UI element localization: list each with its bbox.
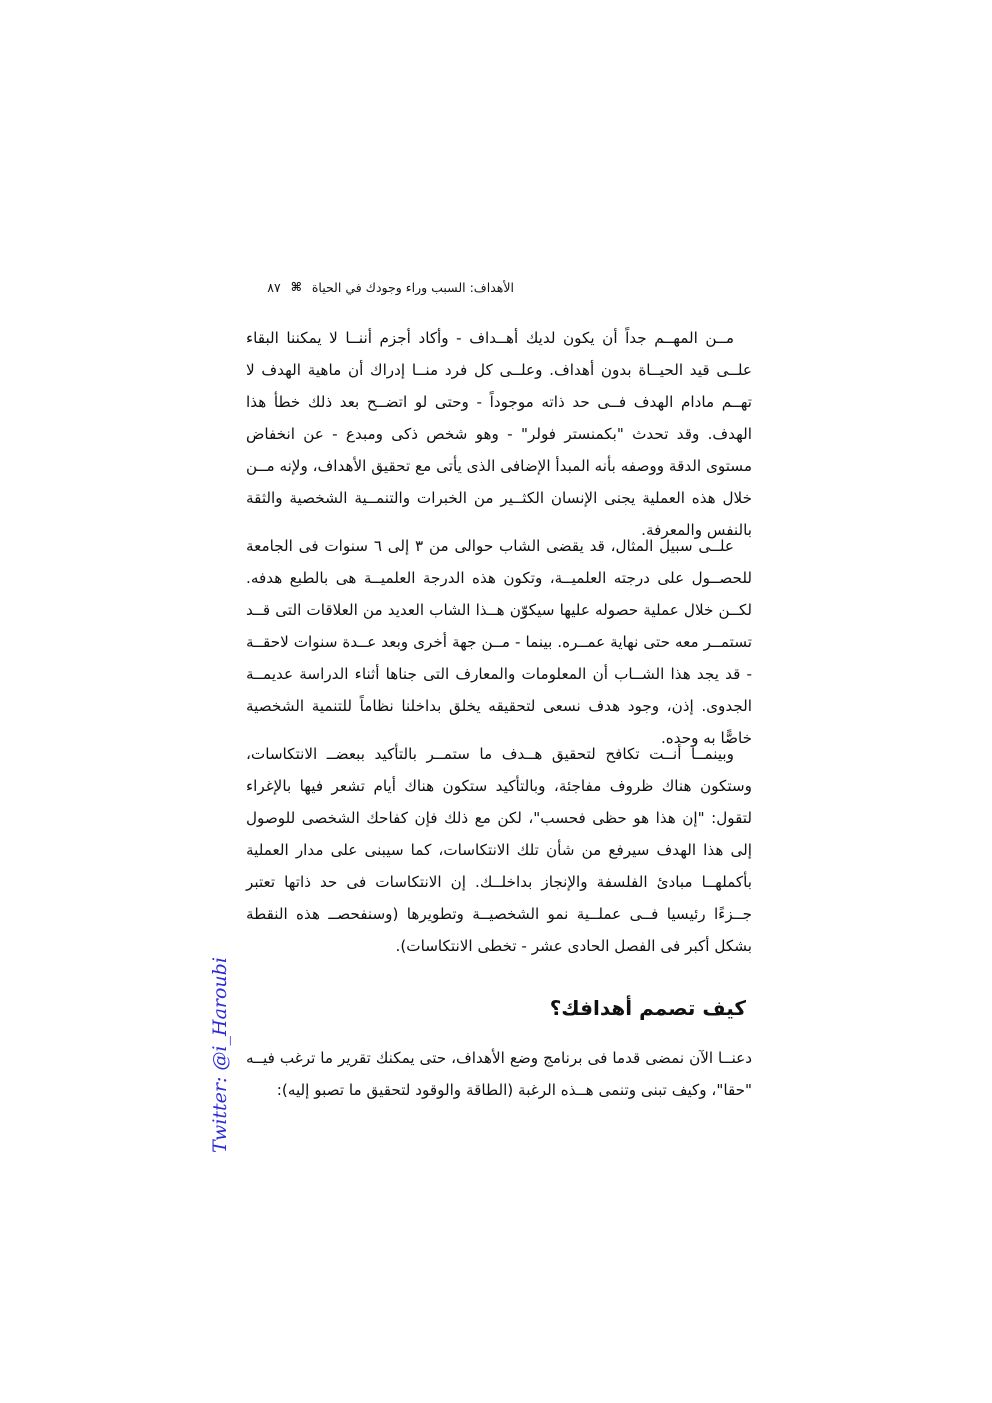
body-paragraph: مــن المهــم جداً أن يكون لديك أهــداف - وأكاد أجزم أننــا لا يمكننا البقاء علــى قيد الحيــاة بدون أهداف. وعلــى كل فرد منــا إدراك أن ماهية الهدف لا تهــم مادام الهدف فــى حد ذاته موجوداً - وحتى لو اتضــح بعد ذلك خطأ هذا الهدف. وقد تحدث "بكمنستر فولر" - وهو شخص ذكى ومبدع - عن انخفاض مستوى الدقة ووصفه بأنه المبدأ الإضافى الذى يأتى مع تحقيق الأهداف، ولإنه مــن خلال هذه العملية يجنى الإنسان الكثــير من الخبرات والتنمــية الشخصية والثقة بالنفس والمعرفة. (246, 329, 752, 539)
body-paragraph: وبينمــا أنــت تكافح لتحقيق هــدف ما ستمــر بالتأكيد ببعضــ الانتكاسات، وستكون هناك ظروف مفاجئة، وبالتأكيد ستكون هناك أيام تشعر فيها بالإغراء لتقول: "إن هذا هو حظى فحسب"، لكن مع ذلك فإن كفاحك الشخصى للوصول إلى هذا الهدف سيرفع من شأن تلك الانتكاسات، كما سيبنى على مدار العملية بأكملهــا مبادئ الفلسفة والإنجاز بداخلــك. إن الانتكاسات فى حد ذاتها تعتبر جــزءًا رئيسيا فــى عملــية نمو الشخصيــة وتطويرها (وسنفحصــ هذه النقطة بشكل أكبر فى الفصل الحادى عشر - تخطى الانتكاسات). (246, 745, 752, 955)
body-paragraph: علــى سبيل المثال، قد يقضى الشاب حوالى من ٣ إلى ٦ سنوات فى الجامعة للحصــول على درجته العلميــة، وتكون هذه الدرجة العلميــة هى بالطبع هدفه. لكــن خلال عملية حصوله عليها سيكوّن هــذا الشاب العديد من العلاقات التى قــد تستمــر معه حتى نهاية عمــره. بينما - مــن جهة أخرى وبعد عــدة سنوات لاحقــة - قد يجد هذا الشــاب أن المعلومات والمعارف التى جناها أثناء الدراسة عديمــة الجدوى. إذن، وجود هدف نسعى لتحقيقه يخلق بداخلنا نظاماً للتنمية الشخصية خاصًّا به وحده. (246, 537, 752, 747)
section-heading: كيف تصمم أهدافك؟ (549, 996, 746, 1020)
paragraph-1-block (246, 322, 752, 546)
page-number: ٨٧ (267, 279, 281, 295)
separator-ornament-icon: ⌘ (290, 280, 302, 294)
paragraph-2-block (246, 530, 752, 754)
running-title: الأهداف: السبب وراء وجودك في الحياة (311, 279, 514, 295)
watermark-text: Twitter: @i_Haroubi (209, 957, 231, 1153)
running-header (246, 276, 514, 298)
section-paragraph-block (246, 1042, 752, 1106)
paragraph-3-block (246, 738, 752, 962)
section-paragraph: دعنــا الآن نمضى قدما فى برنامج وضع الأهداف، حتى يمكنك تقرير ما ترغب فيــه "حقا"، وكيف تبنى وتنمى هــذه الرغبة (الطاقة والوقود لتحقيق ما تصبو إليه): (246, 1049, 752, 1099)
